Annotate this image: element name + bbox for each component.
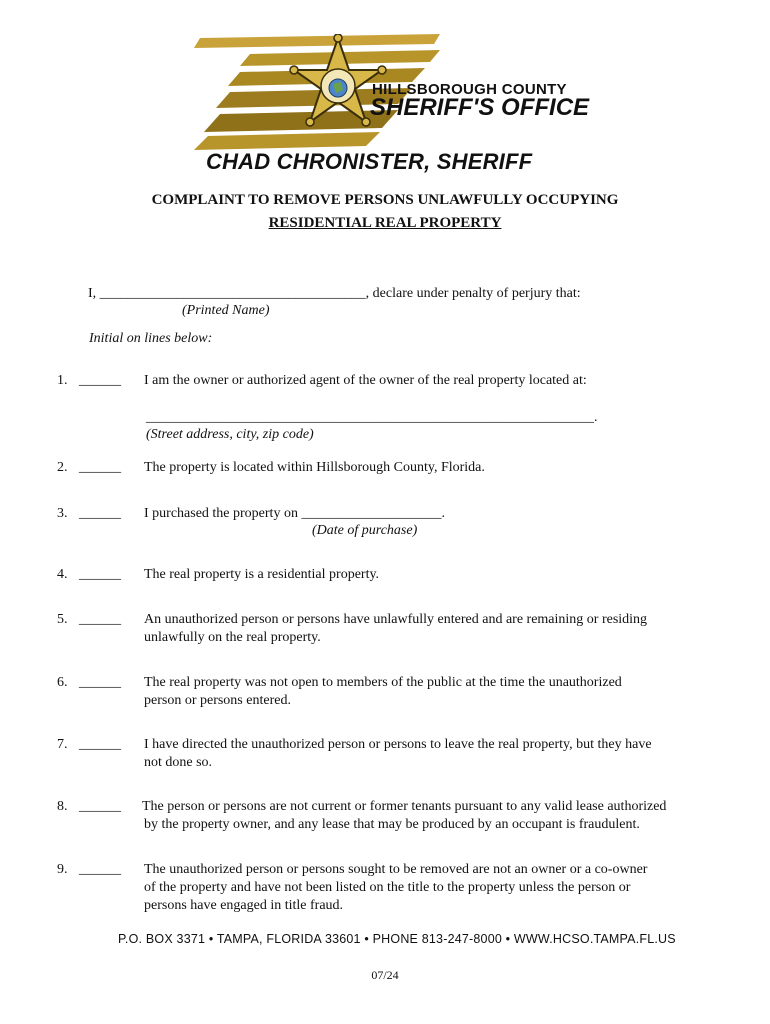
item-text: An unauthorized person or persons have unlawfully entered and are remaining or residing — [144, 612, 648, 627]
initial-blank[interactable]: ______ — [79, 612, 121, 627]
item-number: 1. — [57, 373, 68, 388]
item-number: 9. — [57, 862, 68, 877]
office-name: SHERIFF'S OFFICE — [370, 94, 590, 121]
item-number: 5. — [57, 612, 68, 627]
declaration-suffix: , declare under penalty of perjury that: — [365, 286, 581, 301]
form-title-underlined: RESIDENTIAL REAL PROPERTY — [268, 215, 502, 231]
item-text: I am the owner or authorized agent of the owner of the real property located at: — [144, 373, 587, 388]
initial-blank[interactable]: ______ — [79, 506, 121, 521]
declaration-prefix: I, — [88, 286, 100, 301]
initial-blank[interactable]: ______ — [79, 862, 121, 877]
item-text: The property is located within Hillsborough County, Florida. — [144, 460, 485, 475]
item-number: 4. — [57, 567, 68, 582]
address-blank[interactable]: ________________________________________________________________. — [146, 410, 598, 425]
address-caption: (Street address, city, zip code) — [146, 427, 314, 442]
item-number: 7. — [57, 737, 68, 752]
initial-blank[interactable]: ______ — [79, 460, 121, 475]
initial-blank[interactable]: ______ — [79, 799, 121, 814]
item-text: person or persons entered. — [144, 693, 291, 708]
item-text: persons have engaged in title fraud. — [144, 898, 344, 913]
initial-blank[interactable]: ______ — [79, 675, 121, 690]
item-number: 3. — [57, 506, 68, 521]
item-text: The real property is a residential property. — [144, 567, 380, 582]
initial-note: Initial on lines below: — [89, 331, 213, 346]
form-title-line2 — [0, 215, 770, 232]
item-number: 8. — [57, 799, 68, 814]
declaration-line — [88, 285, 581, 303]
item-text: The person or persons are not current or former tenants pursuant to any valid lease authorized — [142, 799, 667, 814]
printed-name-blank[interactable]: ______________________________________ — [99, 286, 366, 301]
item-text: of the property and have not been listed on the title to the property unless the person or — [144, 880, 631, 895]
form-title-line1: COMPLAINT TO REMOVE PERSONS UNLAWFULLY OCCUPYING — [151, 192, 619, 208]
item-number: 2. — [57, 460, 68, 475]
item-text: I have directed the unauthorized person or persons to leave the real property, but they have — [144, 737, 652, 752]
purchase-date-caption: (Date of purchase) — [312, 523, 418, 538]
item-text: not done so. — [144, 755, 213, 770]
revision-date: 07/24 — [371, 968, 399, 982]
item-text: by the property owner, and any lease that may be produced by an occupant is fraudulent. — [144, 817, 640, 832]
initial-blank[interactable]: ______ — [79, 373, 121, 388]
item-number: 6. — [57, 675, 68, 690]
sheriff-name: CHAD CHRONISTER, SHERIFF — [206, 149, 533, 174]
item-text: The real property was not open to members of the public at the time the unauthorized — [144, 675, 622, 690]
item-text: unlawfully on the real property. — [144, 630, 321, 645]
printed-name-caption: (Printed Name) — [182, 303, 270, 318]
initial-blank[interactable]: ______ — [79, 737, 121, 752]
item-text: I purchased the property on ____________________. — [144, 506, 445, 521]
footer-contact: P.O. BOX 3371 • TAMPA, FLORIDA 33601 • PHONE 813-247-8000 • WWW.HCSO.TAMPA.FL.US — [118, 932, 676, 946]
item-text: The unauthorized person or persons sought to be removed are not an owner or a co-owner — [144, 862, 648, 877]
initial-blank[interactable]: ______ — [79, 567, 121, 582]
county-name: HILLSBOROUGH COUNTY — [372, 81, 567, 98]
